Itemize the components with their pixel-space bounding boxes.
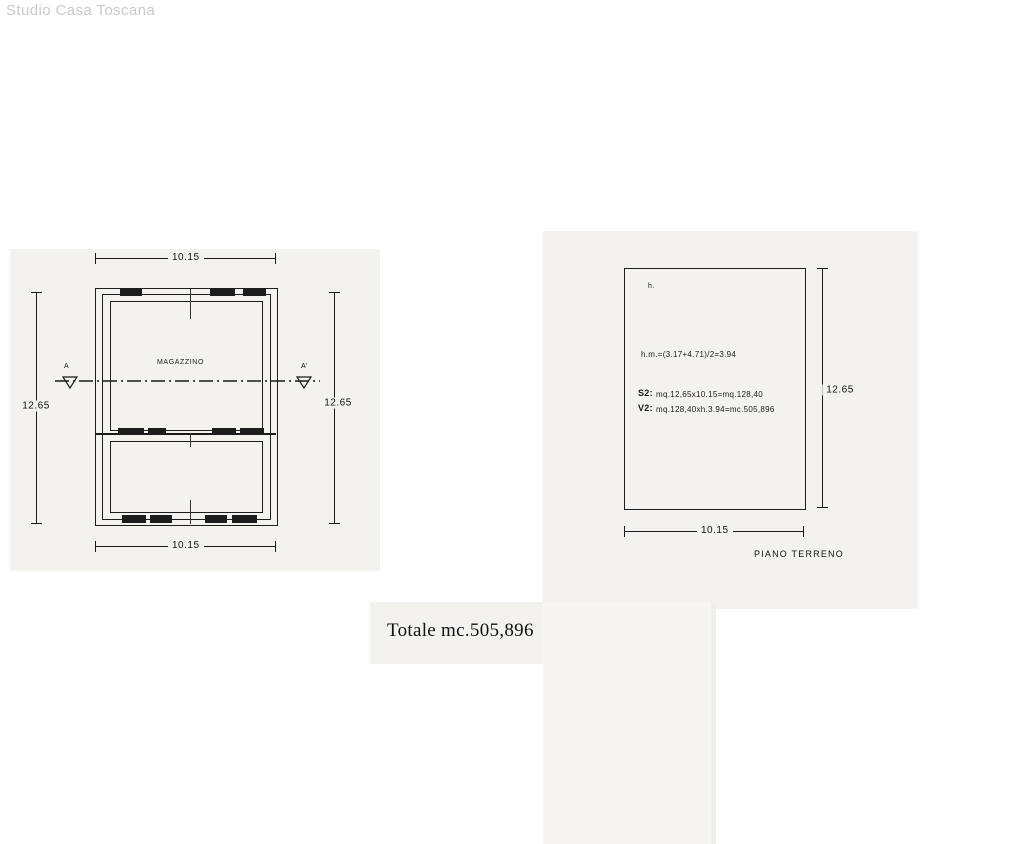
wall-segment xyxy=(150,515,172,523)
wall-segment xyxy=(148,428,166,435)
section-line-a-a xyxy=(55,378,320,384)
dim-tick xyxy=(95,541,96,552)
scan-panel-bottom-right xyxy=(711,602,716,844)
dim-label-right-plan-bottom: 10.15 xyxy=(697,525,733,536)
section-arrow-left xyxy=(62,375,78,389)
floor-label-piano-terreno: PIANO TERRENO xyxy=(754,549,844,559)
total-volume-label: Totale mc.505,896 xyxy=(387,620,534,641)
wall-segment xyxy=(243,289,266,296)
dim-tick xyxy=(817,268,828,269)
s2-label: S2: xyxy=(638,388,653,398)
dim-label-top-left: 10.15 xyxy=(168,252,204,263)
section-marker-label-a: A xyxy=(64,363,69,370)
dim-label-left-vertical: 12.65 xyxy=(18,401,54,412)
wall-segment xyxy=(232,515,257,523)
wall-segment xyxy=(122,515,146,523)
room-upper-outline xyxy=(110,301,263,431)
dim-tick xyxy=(329,523,340,524)
watermark: Studio Casa Toscana xyxy=(6,2,156,19)
wall-segment xyxy=(120,289,142,296)
scan-panel-bottom-left xyxy=(543,602,711,844)
room-lower-outline xyxy=(110,441,263,513)
dim-tick xyxy=(803,526,804,537)
wall-segment xyxy=(212,428,236,435)
dim-label-right-plan-vertical: 12.65 xyxy=(822,385,858,396)
wall-segment xyxy=(240,428,264,435)
axis-mark-top xyxy=(190,289,191,319)
v2-value: mq.128,40xh.3.94=mc.505,896 xyxy=(656,405,775,414)
wall-segment xyxy=(118,428,144,435)
room-label-magazzino: MAGAZZINO xyxy=(157,359,205,366)
wall-segment xyxy=(210,289,235,296)
dim-label-right-vertical: 12.65 xyxy=(320,398,356,409)
dim-label-bottom-left: 10.15 xyxy=(168,540,204,551)
wall-segment xyxy=(205,515,227,523)
dim-tick xyxy=(275,253,276,264)
v2-label: V2: xyxy=(638,403,653,413)
dim-tick xyxy=(31,292,42,293)
s2-value: mq.12,65x10.15=mq.128,40 xyxy=(656,390,764,399)
dim-tick xyxy=(275,541,276,552)
dim-tick xyxy=(817,507,828,508)
dim-tick xyxy=(95,253,96,264)
height-formula-text: h.m.=(3.17+4.71)/2=3.94 xyxy=(641,350,737,359)
axis-mark-mid xyxy=(190,433,191,447)
dim-tick xyxy=(624,526,625,537)
corner-mark-h: h. xyxy=(648,283,655,290)
axis-mark-bottom xyxy=(190,500,191,524)
dim-tick xyxy=(31,523,42,524)
section-marker-label-a-prime: A' xyxy=(301,363,308,370)
section-arrow-right xyxy=(296,375,312,389)
dim-tick xyxy=(329,292,340,293)
